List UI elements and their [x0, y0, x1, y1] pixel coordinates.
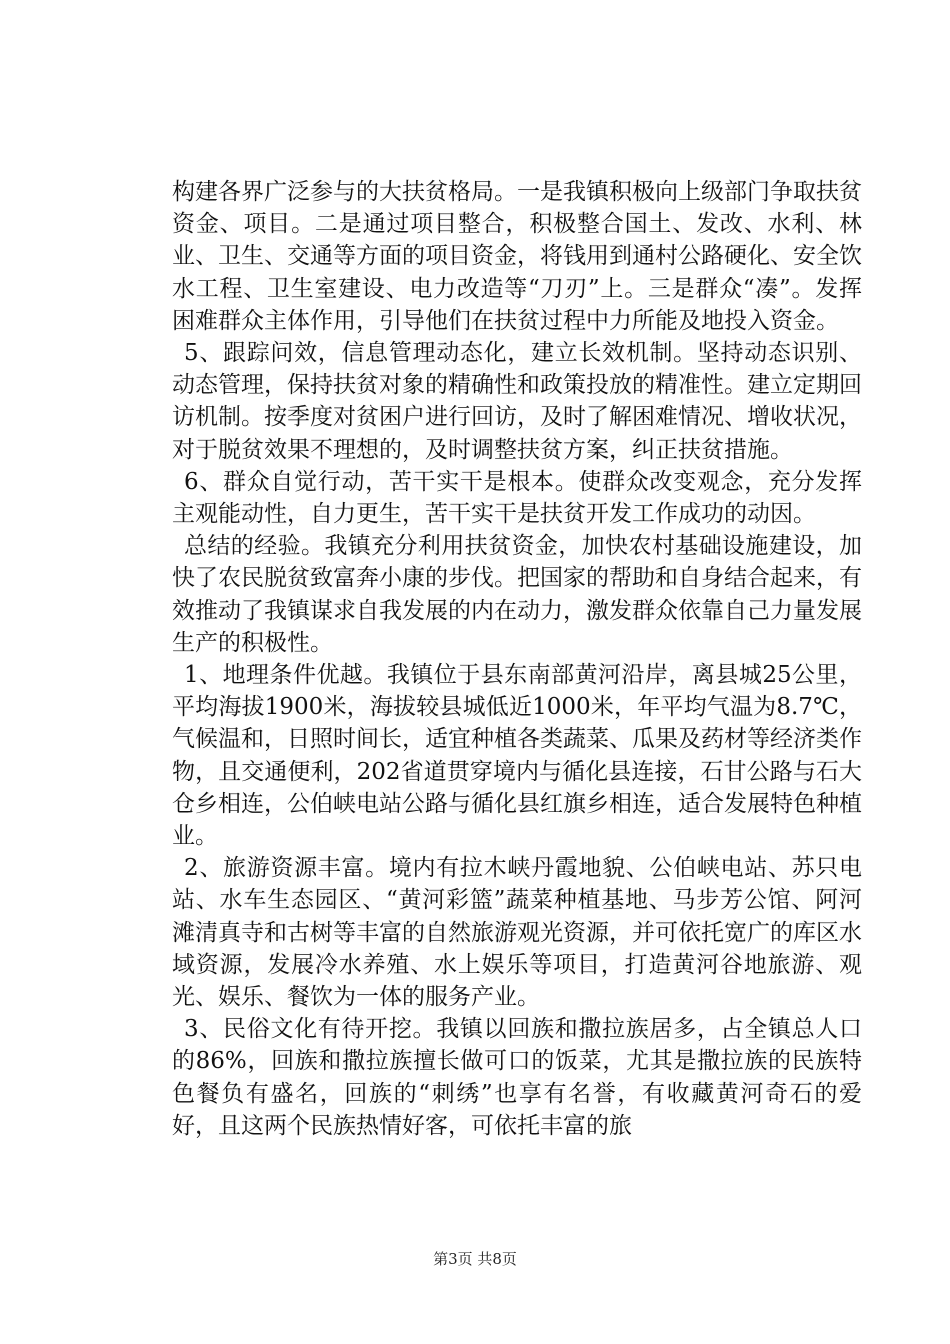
paragraph-3: 6、群众自觉行动，苦干实干是根本。使群众改变观念，充分发挥主观能动性，自力更生，苦干实干是扶贫开发工作成功的动因。 — [172, 468, 862, 528]
paragraph-2: 5、跟踪问效，信息管理动态化，建立长效机制。坚持动态识别、动态管理，保持扶贫对象的精确性和政策投放的精准性。建立定期回访机制。按季度对贫困户进行回访，及时了解困难情况、增收状况，对于脱贫效果不理想的，及时调整扶贫方案，纠正扶贫措施。 — [172, 340, 862, 463]
paragraph-1: 构建各界广泛参与的大扶贫格局。一是我镇积极向上级部门争取扶贫资金、项目。二是通过项目整合，积极整合国土、发改、水利、林业、卫生、交通等方面的项目资金，将钱用到通村公路硬化、安全饮水工程、卫生室建设、电力改造等“刀刃”上。三是群众“凑”。发挥困难群众主体作用，引导他们在扶贫过程中力所能及地投入资金。 — [172, 179, 862, 334]
paragraph-7: 3、民俗文化有待开挖。我镇以回族和撒拉族居多，占全镇总人口的86%，回族和撒拉族擅长做可口的饭菜，尤其是撒拉族的民族特色餐负有盛名，回族的“刺绣”也享有名誉，有收藏黄河奇石的爱好，且这两个民族热情好客，可依托丰富的旅 — [172, 1016, 862, 1139]
document-body — [172, 176, 862, 1142]
page-number-footer: 第3页 共8页 — [433, 1250, 517, 1268]
paragraph-5: 1、地理条件优越。我镇位于县东南部黄河沿岸，离县城25公里，平均海拔1900米，海拔较县城低近1000米，年平均气温为8.7℃，气候温和，日照时间长，适宜种植各类蔬菜、瓜果及药材等经济类作物，且交通便利，202省道贯穿境内与循化县连接，石甘公路与石大仓乡相连，公伯峡电站公路与循化县红旗乡相连，适合发展特色种植业。 — [172, 662, 862, 850]
paragraph-6: 2、旅游资源丰富。境内有拉木峡丹霞地貌、公伯峡电站、苏只电站、水车生态园区、“黄河彩篮”蔬菜种植基地、马步芳公馆、阿河滩清真寺和古树等丰富的自然旅游观光资源，并可依托宽广的库区水域资源，发展冷水养殖、水上娱乐等项目，打造黄河谷地旅游、观光、娱乐、餐饮为一体的服务产业。 — [172, 855, 862, 1011]
paragraph-4: 总结的经验。我镇充分利用扶贫资金，加快农村基础设施建设，加快了农民脱贫致富奔小康的步伐。把国家的帮助和自身结合起来，有效推动了我镇谋求自我发展的内在动力，激发群众依靠自己力量发展生产的积极性。 — [172, 533, 862, 656]
